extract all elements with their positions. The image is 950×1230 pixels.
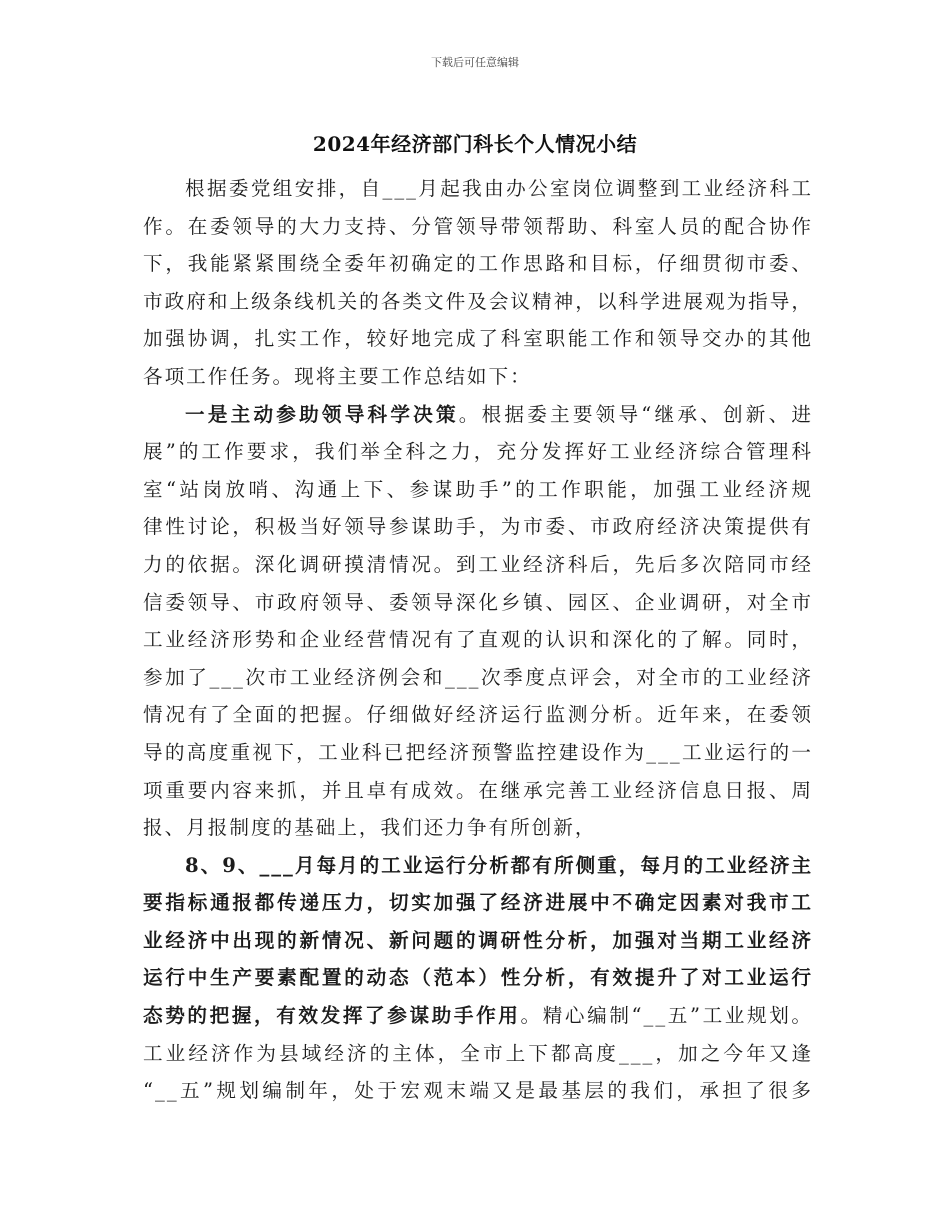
- text-segment: 报、月报制度的基础上，我们还力争有所创新，: [143, 816, 597, 840]
- text-segment: 力的依据。深化调研摸清情况。到工业经济科后，先后多次陪同市经: [143, 552, 813, 576]
- bold-text-segment: 一是主动参助领导科学决策: [185, 402, 459, 426]
- text-line: [143, 997, 813, 1035]
- text-segment: 市政府和上级条线机关的各类文件及会议精神，以科学进展观为指导，: [143, 289, 813, 313]
- text-segment: 律性讨论，积极当好领导参谋助手，为市委、市政府经济决策提供有: [143, 515, 813, 539]
- text-line: [143, 546, 813, 584]
- text-segment: 室“站岗放哨、沟通上下、参谋助手”的工作职能，加强工业经济规: [143, 477, 813, 501]
- text-line: [143, 471, 813, 509]
- text-segment: 信委领导、市政府领导、委领导深化乡镇、园区、企业调研，对全市: [143, 590, 813, 614]
- text-segment: 加强协调，扎实工作，较好地完成了科室职能工作和领导交办的其他: [143, 327, 813, 351]
- text-segment: 工业经济形势和企业经营情况有了直观的认识和深化的了解。同时，: [143, 628, 813, 652]
- bold-text-segment: 运行中生产要素配置的动态（范本）性分析，有效提升了对工业运行: [143, 966, 813, 990]
- text-line: [143, 809, 813, 847]
- text-line: [143, 621, 813, 659]
- bold-text-segment: 态势的把握，有效发挥了参谋助手作用: [143, 1004, 521, 1028]
- document-body: [143, 170, 813, 1110]
- text-line: [143, 245, 813, 283]
- text-segment: 下，我能紧紧围绕全委年初确定的工作思路和目标，仔细贯彻市委、: [143, 252, 813, 276]
- text-segment: 导的高度重视下，工业科已把经济预警监控建设作为___工业运行的一: [143, 740, 813, 764]
- text-line: [143, 433, 813, 471]
- text-line: [143, 772, 813, 810]
- text-line: [143, 734, 813, 772]
- text-line: [143, 922, 813, 960]
- text-line: [143, 847, 813, 885]
- text-segment: 项重要内容来抓，并且卓有成效。在继承完善工业经济信息日报、周: [143, 778, 813, 802]
- text-line: [143, 508, 813, 546]
- page-header-note: 下载后可任意编辑: [431, 56, 519, 69]
- bold-text-segment: 业经济中出现的新情况、新问题的调研性分析，加强对当期工业经济: [143, 928, 813, 952]
- bold-text-segment: 8、9、___月每月的工业运行分析都有所侧重，每月的工业经济主: [185, 853, 814, 877]
- text-segment: 。精心编制“__五”工业规划。: [520, 1004, 813, 1028]
- text-line: [143, 959, 813, 997]
- text-line: [143, 283, 813, 321]
- text-segment: 情况有了全面的把握。仔细做好经济运行监测分析。近年来，在委领: [143, 703, 813, 727]
- text-segment: 作。在委领导的大力支持、分管领导带领帮助、科室人员的配合协作: [143, 214, 813, 238]
- text-line: [143, 584, 813, 622]
- text-segment: 工业经济作为县域经济的主体，全市上下都高度___，加之今年又逢: [143, 1041, 813, 1065]
- text-line: [143, 1035, 813, 1073]
- text-segment: 参加了___次市工业经济例会和___次季度点评会，对全市的工业经济: [143, 665, 813, 689]
- text-line: [143, 884, 813, 922]
- document-title: 2024年经济部门科长个人情况小结: [312, 132, 638, 156]
- bold-text-segment: 要指标通报都传递压力，切实加强了经济进展中不确定因素对我市工: [143, 891, 813, 915]
- text-line: [143, 659, 813, 697]
- text-segment: “__五”规划编制年，处于宏观末端又是最基层的我们，承担了很多: [143, 1079, 813, 1103]
- text-line: [143, 170, 813, 208]
- text-line: [143, 320, 813, 358]
- text-segment: 展”的工作要求，我们举全科之力，充分发挥好工业经济综合管理科: [143, 440, 813, 464]
- text-line: [143, 358, 813, 396]
- text-line: [143, 1072, 813, 1110]
- text-segment: 根据委党组安排，自___月起我由办公室岗位调整到工业经济科工: [185, 177, 813, 200]
- text-line: [143, 208, 813, 246]
- text-line: [143, 396, 813, 434]
- text-segment: 。根据委主要领导“继承、创新、进: [458, 402, 813, 426]
- text-segment: 各项工作任务。现将主要工作总结如下：: [143, 364, 532, 388]
- text-line: [143, 696, 813, 734]
